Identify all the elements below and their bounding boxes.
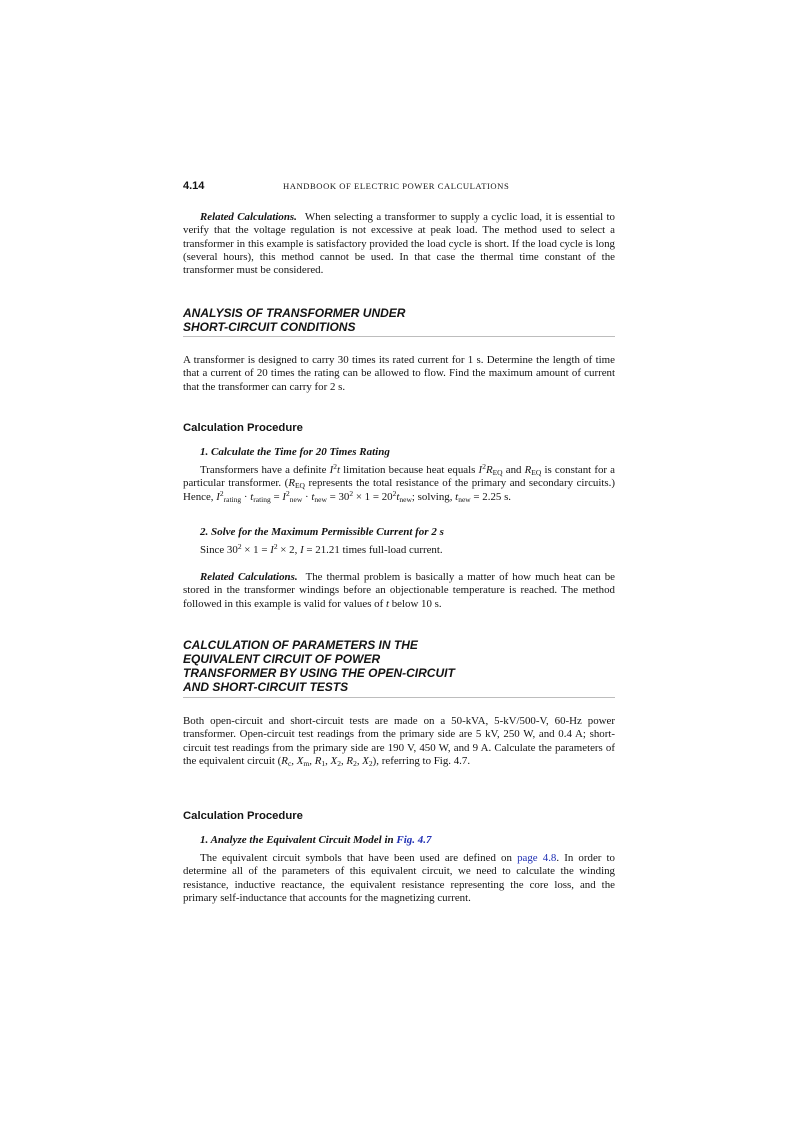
related-label: Related Calculations. bbox=[200, 571, 298, 583]
section-title-line: AND SHORT-CIRCUIT TESTS bbox=[183, 680, 349, 694]
running-head bbox=[183, 180, 615, 194]
section2-intro: Both open-circuit and short-circuit tests are made on a 50-kVA, 5-kV/500-V, 60-Hz power transformer. Open-circuit test readings from the primary side are 5 kV, 250 W, and 0.4 A; short-circuit test readings from the primary side are 190 V, 450 W, and 9 A. Calculate the parameters of the equivalent circuit ($R_c$, $X_m$, $R_1$, $X_2$, $R_2$, $X_2$), referring to Fig. 4.7. bbox=[183, 715, 615, 768]
section-rule bbox=[183, 336, 615, 337]
section-title-line: CALCULATION OF PARAMETERS IN THE bbox=[183, 638, 418, 652]
section-title-equivalent-circuit bbox=[183, 638, 615, 694]
related-text: When selecting a transformer to supply a cyclic load, it is essential to verify that the voltage regulation is not excessive at peak load. The method used to select a transformer in this example is satisfactory provided the load cycle is short. If the load cycle is long (several hours), this method cannot be used. In that case the thermal time constant of the transformer must be considered. bbox=[183, 211, 615, 277]
page-link[interactable]: page 4.8 bbox=[517, 852, 557, 864]
related-calculations-1 bbox=[183, 211, 615, 277]
related-label: Related Calculations. bbox=[200, 211, 297, 223]
section1-intro bbox=[183, 354, 615, 394]
related-calculations-2: Related Calculations. The thermal problem is basically a matter of how much heat can be stored in the transformer windings before an objectionable temperature is reached. The method followed in this example is valid for values of t below 10 s. bbox=[183, 571, 615, 610]
book-title: HANDBOOK OF ELECTRIC POWER CALCULATIONS bbox=[283, 181, 510, 191]
section-rule bbox=[183, 697, 615, 698]
section-title-line: SHORT-CIRCUIT CONDITIONS bbox=[183, 320, 356, 334]
step-title: 2. Solve for the Maximum Permissible Current for 2 s bbox=[200, 526, 444, 538]
step2-text: Since $30^2 \times 1 = I^2 \times 2$, I = 21.21 times full-load current. bbox=[200, 542, 443, 556]
page-number: 4.14 bbox=[183, 180, 205, 192]
step1-equivalent-text: The equivalent circuit symbols that have been used are defined on page 4.8. In order to determine all of the parameters of this equivalent circuit, we need to calculate the winding resistance, inductive reactance, the equivalent resistance representing the core loss, and the primary self-inductance that accounts for the magnetizing current. bbox=[183, 852, 615, 904]
step-title: 1. Analyze the Equivalent Circuit Model in Fig. 4.7 bbox=[200, 834, 432, 846]
step1-text: Transformers have a definite $I^2t$ limitation because heat equals $I^2R_{EQ}$ and $R_{EQ}$ is constant for a particular transformer. ($R_{EQ}$ represents the total resistance of the primary and secondary circuits.) Hence, $I^2_{rating} \cdot t_{rating} = I^2_{new} \cdot t_{new} = 30^2 \times 1 = 20^2t_{new}$; solving, $t_{new} = 2.25$ s. bbox=[183, 462, 616, 504]
step-title: 1. Calculate the Time for 20 Times Rating bbox=[200, 446, 390, 458]
section-title-line: EQUIVALENT CIRCUIT OF POWER bbox=[183, 652, 381, 666]
problem-statement: A transformer is designed to carry 30 times its rated current for 1 s. Determine the length of time that a current of 20 times the rating can be allowed to flow. Find the maximum amount of current that the transformer can carry for 2 s. bbox=[183, 354, 615, 393]
procedure-heading: Calculation Procedure bbox=[183, 422, 303, 434]
procedure-heading: Calculation Procedure bbox=[183, 810, 303, 822]
section-title-line: ANALYSIS OF TRANSFORMER UNDER bbox=[183, 306, 406, 320]
section-title-short-circuit bbox=[183, 306, 615, 334]
section-title-line: TRANSFORMER BY USING THE OPEN-CIRCUIT bbox=[183, 666, 455, 680]
figure-link[interactable]: Fig. 4.7 bbox=[396, 834, 432, 846]
